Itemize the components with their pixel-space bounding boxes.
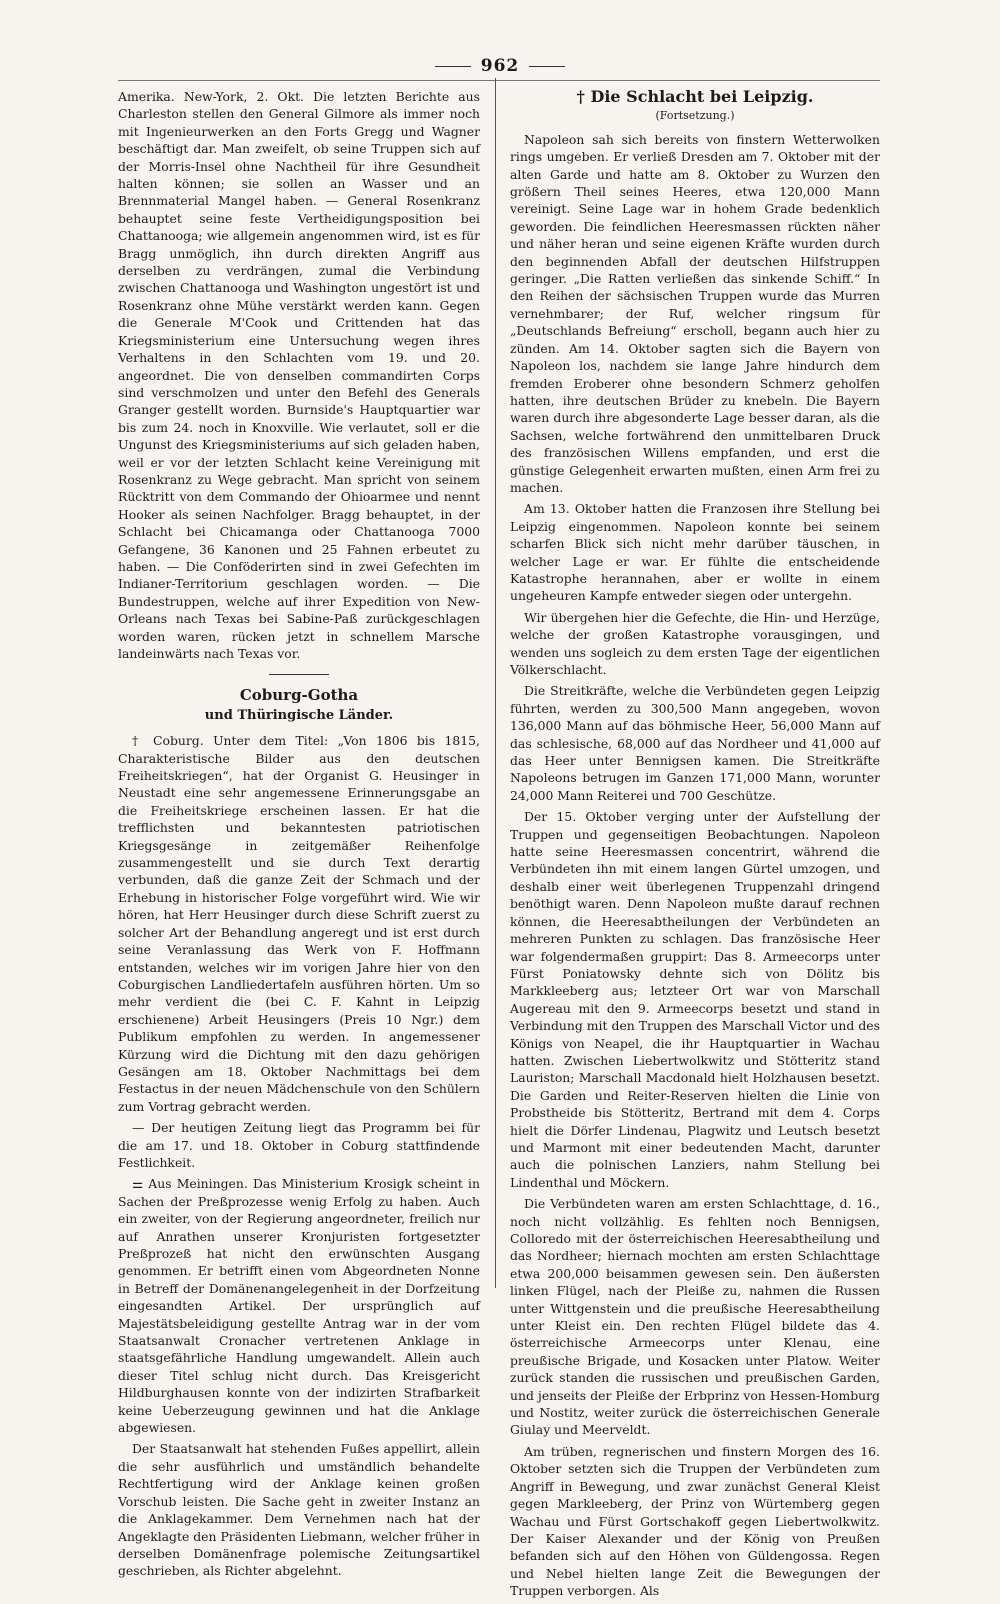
program-notice: — Der heutigen Zeitung liegt das Programm bei für die am 17. und 18. Oktober in Coburg stattfindende Festlichkeit.	[118, 1120, 480, 1170]
section-subtitle: und Thüringische Länder.	[204, 707, 394, 723]
article-note: (Fortsetzung.)	[655, 109, 735, 123]
article-paragraph: Am 13. Oktober hatten die Franzosen ihre Stellung bei Leipzig eingenommen. Napoleon konnte bei seinem scharfen Blick sich nicht mehr darüber täuschen, in welcher Lage er war. Er fühlte die entscheidende Katastrophe herannahen, aber er wollte in einem ungeheuren Kampfe entweder siegen oder untergehn.	[510, 501, 880, 604]
article-paragraph: Am trüben, regnerischen und finstern Morgen des 16. Oktober setzten sich die Truppen der Verbündeten zum Angriff in Bewegung, und zwar zunächst General Kleist gegen Markleeberg, der Prinz von Würtemberg gegen Wachau und Fürst Gortschakoff gegen Liebertwolkwitz. Der Kaiser Alexander und der König von Preußen befanden sich auf den Höhen von Güldengossa. Regen und Nebel hielten lange Zeit die Bewegungen der Truppen verborgen. Als	[510, 1443, 880, 1599]
america-report: Amerika. New-York, 2. Okt. Die letzten Berichte aus Charleston stellen den General Gilmore als immer noch mit Ingenieurwerken an den Forts Gregg und Wagner beschäftigt dar. Man zweifelt, ob seine Truppen sich auf der Morris-Insel ohne Nachtheil für ihre Gesundheit halten können; sie sollen an Wasser und an Brennmaterial Mangel haben. — General Rosenkranz behauptet seine feste Vertheidigungsposition bei Chattanooga; wie allgemein angenommen wird, ist es für Bragg unmöglich, ihn durch direkten Angriff aus derselben zu verdrängen, zumal die Verbindung zwischen Chattanooga und Washington ungestört ist und Rosenkranz ohne Mühe verstärkt werden kann. Gegen die Generale M'Cook und Crittenden hat das Kriegsministerium eine Untersuchung wegen ihres Verhaltens in den Schlachten vom 19. und 20. angeordnet. Die von denselben commandirten Corps sind verschmolzen und unter den Befehl des Generals Granger gestellt worden. Burnside's Hauptquartier war bis zum 24. noch in Knoxville. Wie verlautet, soll er die Ungunst des Kriegsministeriums auf sich geladen haben, weil er vor der letzten Schlacht keine Vereinigung mit Rosenkranz zu Wege gebracht. Man spricht von seinem Rücktritt von dem Commando der Ohioarmee und nennt Hooker als seinen Nachfolger. Bragg behauptet, in der Schlacht bei Chicamanga oder Chattanooga 7000 Gefangene, 36 Kanonen und 25 Fahnen erbeutet zu haben. — Die Conföderirten sind in zwei Gefechten im Indianer-Territorium geschlagen worden. — Die Bundestruppen, welche auf ihrer Expedition von New-Orleans nach Texas bei Sabine-Paß zurückgeschlagen worden waren, rücken jetzt in schnellem Marsche landeinwärts nach Texas vor.	[118, 89, 480, 661]
article-paragraph: Die Verbündeten waren am ersten Schlachttage, d. 16., noch nicht vollzählig. Es fehlten noch Bennigsen, Colloredo mit der österreichischen Heeresabtheilung und das Nordheer; hiernach mochten am ersten Schlachttage etwa 200,000 beisammen gewesen sein. Den äußersten linken Flügel, nach der Pleiße zu, nahmen die Russen unter Wittgenstein und die preußische Heeresabtheilung unter Kleist ein. Den rechten Flügel bildete das 4. österreichische Armeecorps unter Klenau, eine preußische Brigade, und Kosacken unter Platow. Weiter zurück standen die russischen und preußischen Garden, und jenseits der Pleiße der Erbprinz von Hessen-Homburg und Nostitz, weiter zurück die österreichischen Generale Giulay und Meerveldt.	[510, 1196, 880, 1438]
right-column	[510, 88, 880, 1604]
column-divider	[495, 78, 496, 1288]
header-rule	[118, 80, 880, 81]
article-paragraph: Die Streitkräfte, welche die Verbündeten gegen Leipzig führten, werden zu 300,500 Mann angegeben, wovon 136,000 Mann auf das böhmische Heer, 56,000 Mann auf das schlesische, 68,000 auf das Nordheer und 41,000 auf das Heer unter Bennigsen kamen. Die Streitkräfte Napoleons betrugen im Ganzen 171,000 Mann, worunter 24,000 Mann Reiterei und 700 Geschütze.	[510, 683, 880, 803]
meiningen-report-continued: Der Staatsanwalt hat stehenden Fußes appellirt, allein die sehr ausführlich und umständlich behandelte Rechtfertigung wird der Anklage keinen großen Vorschub leisten. Die Sache geht in zweiter Instanz an die Anklagekammer. Dem Vernehmen nach hat der Angeklagte den Präsidenten Liebmann, welcher früher in derselben Domänenfrage polemische Zeitungsartikel geschrieben, als Richter abgelehnt.	[118, 1441, 480, 1579]
section-title: Coburg-Gotha	[239, 686, 359, 705]
section-separator	[269, 674, 329, 675]
article-paragraph: Wir übergehen hier die Gefechte, die Hin- und Herzüge, welche der großen Katastrophe vorausgingen, und wenden uns sogleich zu dem ersten Tage der eigentlichen Völkerschlacht.	[510, 609, 880, 677]
meiningen-report: ⚌ Aus Meiningen. Das Ministerium Krosigk scheint in Sachen der Preßprozesse wenig Erfolg zu haben. Auch ein zweiter, von der Regierung angeordneter, freilich nur auf Anrathen unserer Kronjuristen fortgesetzter Preßprozeß hat nicht den erwünschten Ausgang genommen. Er betrifft einen vom Abgeordneten Nonne in Betreff der Domänenangelegenheit in der Dorfzeitung eingesandten Artikel. Der ursprünglich auf Majestätsbeleidigung gestellte Antrag war in der vom Staatsanwalt Cronacher vertretenen Anklage in staatsgefährliche Handlung umgewandelt. Allein auch dieser Titel schlug nicht durch. Das Kreisgericht Hildburghausen konnte von der indizirten Strafbarkeit keine Ueberzeugung gewinnen und hat die Anklage abgewiesen.	[118, 1176, 480, 1436]
coburg-report: † Coburg. Unter dem Titel: „Von 1806 bis 1815, Charakteristische Bilder aus den deutschen Freiheitskriegen“, hat der Organist G. Heusinger in Neustadt eine sehr angemessene Erinnerungsgabe an die Freiheitskriege erscheinen lassen. Er hat die trefflichsten und bekanntesten patriotischen Kriegsgesänge in zeitgemäßer Reihenfolge zusammengestellt und sie durch Text derartig verbunden, daß die ganze Zeit der Schmach und der Erhebung in historischer Folge vorgeführt wird. Wie wir hören, hat Herr Heusinger durch diese Schrift zuerst zu solcher Art der Behandlung angeregt und ist erst durch seine Veranlassung das Werk von F. Hoffmann entstanden, welches wir im vorigen Jahre hier von den Coburgischen Landliedertafeln ausführen hörten. Um so mehr verdient die (bei C. F. Kahnt in Leipzig erschienene) Arbeit Heusingers (Preis 10 Ngr.) dem Publikum empfohlen zu werden. In angemessener Kürzung wird die Dichtung mit den dazu gehörigen Gesängen am 18. Oktober Nachmittags bei dem Festactus in der neuen Mädchenschule von den Schülern zum Vortrag gebracht werden.	[118, 733, 480, 1114]
article-title: † Die Schlacht bei Leipzig.	[576, 87, 814, 106]
article-paragraph: Napoleon sah sich bereits von finstern Wetterwolken rings umgeben. Er verließ Dresden am 7. Oktober mit der alten Garde und hatte am 8. Oktober zu Wurzen den größern Theil seines Heeres, etwa 120,000 Mann vereinigt. Seine Lage war in hohem Grade bedenklich geworden. Die feindlichen Heeresmassen rückten näher und näher heran und seine eigenen Kräfte wurden durch den beginnenden Abfall der deutschen Hilfstruppen geringer. „Die Ratten verließen das sinkende Schiff.“ In den Reihen der sächsischen Truppen wurde das Murren vernehmbarer; der Ruf, welcher ringsum für „Deutschlands Befreiung“ erscholl, begann auch hier zu zünden. Am 14. Oktober sagten sich die Bayern von Napoleon los, nachdem sie lange Jahre hindurch dem fremden Eroberer ohne besondern Schmerz geholfen hatten, ihre deutschen Brüder zu knebeln. Die Bayern waren durch ihre abgesonderte Lage besser daran, als die Sachsen, welche fortwährend den unmittelbaren Druck des französischen Willens empfanden, und erst die günstige Gelegenheit erwarten mußten, einen Arm frei zu machen.	[510, 131, 880, 495]
article-paragraph: Der 15. Oktober verging unter der Aufstellung der Truppen und gegenseitigen Beobachtungen. Napoleon hatte seine Heeresmassen concentrirt, während die Verbündeten ihn mit einem langen Gürtel umzogen, und deshalb einer weit überlegenen Truppenzahl dringend benöthigt waren. Denn Napoleon mußte darauf rechnen können, die Heeresabtheilungen der Verbündeten an mehreren Punkten zu schlagen. Das französische Heer war folgendermaßen gruppirt: Das 8. Armeecorps unter Fürst Poniatowsky dehnte sich von Dölitz bis Markkleeberg aus; letzteer Ort war von Marschall Augereau mit den 9. Armeecorps besetzt und stand in Verbindung mit den Truppen des Marschall Victor und des Königs von Neapel, die ihr Hauptquartier in Wachau hatten. Zwischen Liebertwolkwitz und Stötteritz stand Lauriston; Marschall Macdonald hielt Holzhausen besetzt. Die Garden und Reiter-Reserven hielten die Linie von Probstheide bis Stötteritz, Bertrand mit dem 4. Corps hielt die Dörfer Lindenau, Plagwitz und Leutsch besetzt und Marmont mit einer bedeutenden Macht, darunter auch die polnischen Lanziers, nahm Stellung bei Lindenthal und Möckern.	[510, 809, 880, 1190]
page-number: 962	[0, 56, 1000, 76]
left-column	[118, 88, 480, 1584]
